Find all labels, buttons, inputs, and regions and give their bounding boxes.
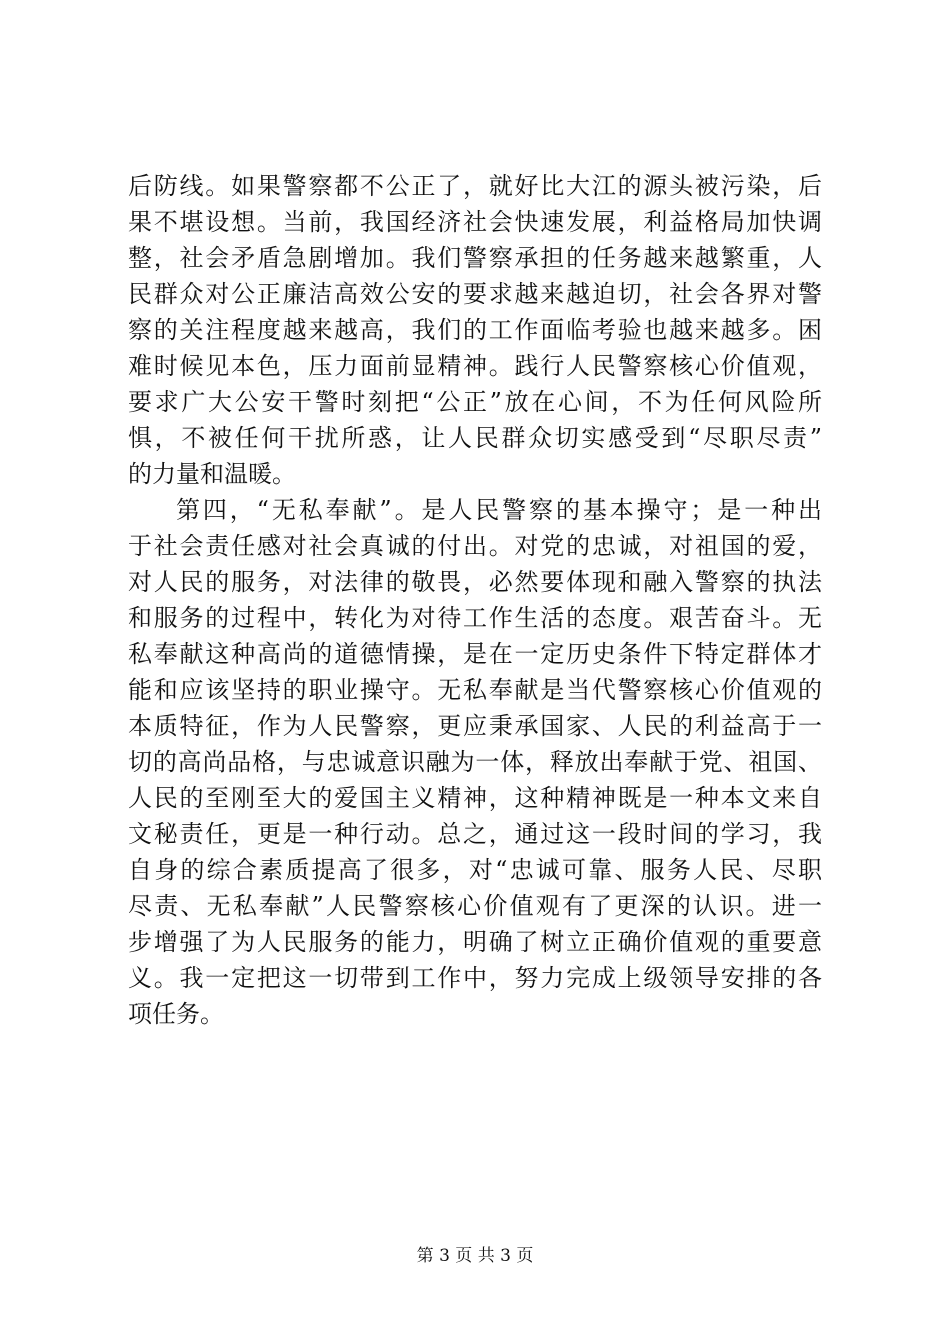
text-line: 能和应该坚持的职业操守。无私奉献是当代警察核心价值观的 <box>128 676 822 704</box>
text-line: 自身的综合素质提高了很多，对“忠诚可靠、服务人民、尽职 <box>128 856 822 884</box>
text-line: 民群众对公正廉洁高效公安的要求越来越迫切，社会各界对警 <box>128 280 822 308</box>
text-line: 难时候见本色，压力面前显精神。践行人民警察核心价值观， <box>128 352 822 380</box>
paragraph-end-line: 的力量和温暖。 <box>128 460 296 488</box>
text-line: 本质特征，作为人民警察，更应秉承国家、人民的利益高于一 <box>128 712 822 740</box>
text-line: 和服务的过程中，转化为对待工作生活的态度。艰苦奋斗。无 <box>128 604 822 632</box>
text-line: 切的高尚品格，与忠诚意识融为一体，释放出奉献于党、祖国、 <box>128 748 822 776</box>
text-line: 后防线。如果警察都不公正了，就好比大江的源头被污染，后 <box>128 172 822 200</box>
text-line: 对人民的服务，对法律的敬畏，必然要体现和融入警察的执法 <box>128 568 822 596</box>
page-footer: 第 3 页 共 3 页 <box>416 1246 534 1266</box>
body-text <box>128 168 822 1032</box>
text-line: 整，社会矛盾急剧增加。我们警察承担的任务越来越繁重，人 <box>128 244 822 272</box>
text-line: 尽责、无私奉献”人民警察核心价值观有了更深的认识。进一 <box>128 892 822 920</box>
text-line: 义。我一定把这一切带到工作中，努力完成上级领导安排的各 <box>128 964 822 992</box>
text-line: 要求广大公安干警时刻把“公正”放在心间，不为任何风险所 <box>128 388 822 416</box>
text-line: 文秘责任，更是一种行动。总之，通过这一段时间的学习，我 <box>128 820 822 848</box>
text-line: 惧，不被任何干扰所惑，让人民群众切实感受到“尽职尽责” <box>128 424 822 452</box>
text-line: 人民的至刚至大的爱国主义精神，这种精神既是一种本文来自 <box>128 784 822 812</box>
text-line: 于社会责任感对社会真诚的付出。对党的忠诚，对祖国的爱， <box>128 532 822 560</box>
paragraph-end-line: 项任务。 <box>128 1000 224 1028</box>
text-line: 步增强了为人民服务的能力，明确了树立正确价值观的重要意 <box>128 928 822 956</box>
text-line: 私奉献这种高尚的道德情操，是在一定历史条件下特定群体才 <box>128 640 822 668</box>
text-line: 察的关注程度越来越高，我们的工作面临考验也越来越多。困 <box>128 316 822 344</box>
paragraph-start-line: 第四，“无私奉献”。是人民警察的基本操守；是一种出 <box>176 496 822 524</box>
text-line: 果不堪设想。当前，我国经济社会快速发展，利益格局加快调 <box>128 208 822 236</box>
